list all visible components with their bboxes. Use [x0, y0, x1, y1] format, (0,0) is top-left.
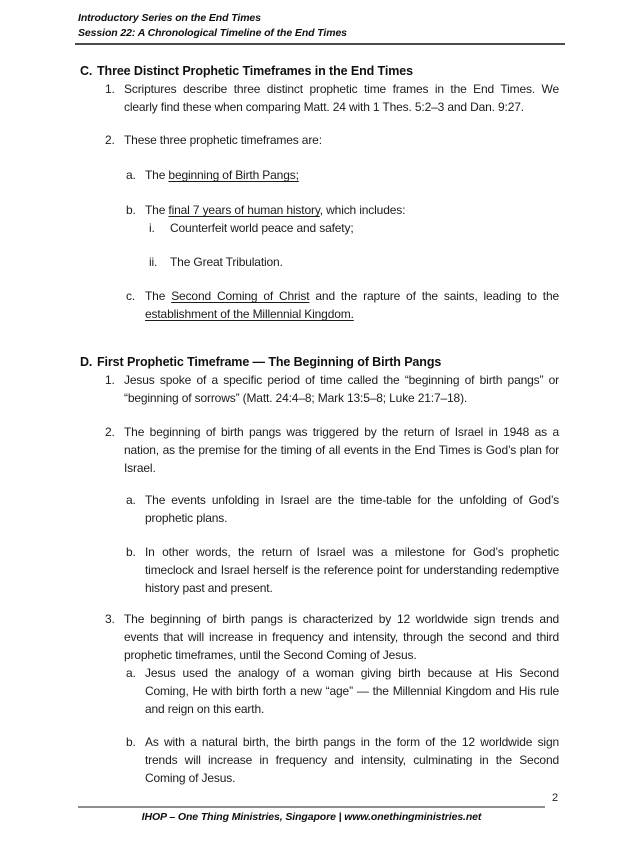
section-heading-d	[80, 353, 559, 371]
list-marker: 2.	[105, 133, 115, 147]
list-item-text: Scriptures describe three distinct prophetic time frames in the End Times. We clearly find these when comparing Matt. 24 with 1 Thes. 5:2–3 and Dan. 9:27.	[124, 82, 559, 114]
list-marker: C.	[80, 64, 93, 78]
list-marker: 1.	[105, 373, 115, 387]
list-marker: a.	[126, 666, 136, 680]
list-marker: D.	[80, 355, 93, 369]
list-marker: ii.	[149, 255, 158, 269]
list-item	[105, 131, 559, 149]
document-body	[78, 45, 559, 787]
list-marker: 1.	[105, 82, 115, 96]
list-marker: a.	[126, 493, 136, 507]
list-item-text: Jesus spoke of a specific period of time called the “beginning of birth pangs” or “beginning of sorrows” (Matt. 24:4–8; Mark 13:5–8; Luke 21:7–18).	[124, 373, 559, 405]
list-item	[126, 166, 559, 184]
list-marker: b.	[126, 545, 136, 559]
list-item-text: As with a natural birth, the birth pangs in the form of the 12 worldwide sign trends will increase in frequency and intensity, culminating in the Second Coming of Jesus.	[145, 735, 559, 785]
list-item-text: The beginning of Birth Pangs;	[145, 168, 299, 182]
list-item	[149, 253, 559, 271]
list-item-text: Jesus used the analogy of a woman giving birth because at His Second Coming, He with birth forth a new “age” — the Millennial Kingdom and His rule and reign on this earth.	[145, 666, 559, 716]
section-title: Three Distinct Prophetic Timeframes in the End Times	[97, 64, 413, 78]
list-item	[105, 371, 559, 407]
list-item-text: These three prophetic timeframes are:	[124, 133, 322, 147]
list-item	[126, 201, 559, 219]
list-item	[126, 287, 559, 323]
list-marker: b.	[126, 203, 136, 217]
section-title: First Prophetic Timeframe — The Beginning of Birth Pangs	[97, 355, 442, 369]
list-item	[126, 733, 559, 787]
page-footer: IHOP – One Thing Ministries, Singapore | www.onethingministries.net	[141, 811, 482, 823]
list-item	[126, 491, 559, 527]
list-item	[105, 610, 559, 664]
section-heading-c	[80, 62, 559, 80]
list-item-text: Counterfeit world peace and safety;	[170, 221, 354, 235]
list-item-text: The Great Tribulation.	[170, 255, 283, 269]
list-marker: 2.	[105, 425, 115, 439]
page-header	[78, 11, 565, 41]
page-number: 2	[552, 792, 559, 804]
list-item	[105, 80, 559, 116]
list-item	[126, 543, 559, 597]
footer-rule	[78, 806, 545, 808]
list-marker: i.	[149, 221, 155, 235]
list-item-text: In other words, the return of Israel was a milestone for God’s prophetic timeclock and Israel herself is the reference point for understanding redemptive history past and present.	[145, 545, 559, 595]
list-marker: c.	[126, 289, 136, 303]
list-item-text: The beginning of birth pangs was triggered by the return of Israel in 1948 as a nation, as the premise for the timing of all events in the End Times is God’s plan for Israel.	[124, 425, 559, 475]
list-item-text: The Second Coming of Christ and the rapture of the saints, leading to the establishment of the Millennial Kingdom.	[145, 289, 559, 321]
list-item	[126, 664, 559, 718]
list-item-text: The events unfolding in Israel are the time-table for the unfolding of God’s prophetic plans.	[145, 493, 559, 525]
header-series-title: Introductory Series on the End Times	[78, 12, 261, 24]
list-item	[149, 219, 559, 237]
list-marker: 3.	[105, 612, 115, 626]
list-item-text: The final 7 years of human history, which includes:	[145, 203, 406, 217]
list-marker: a.	[126, 168, 136, 182]
list-item-text: The beginning of birth pangs is characterized by 12 worldwide sign trends and events that will increase in frequency and intensity, through the second and third prophetic timeframes, until the Second Coming of Jesus.	[124, 612, 559, 662]
list-marker: b.	[126, 735, 136, 749]
list-item	[105, 423, 559, 477]
header-session-title: Session 22: A Chronological Timeline of the End Times	[78, 27, 347, 39]
